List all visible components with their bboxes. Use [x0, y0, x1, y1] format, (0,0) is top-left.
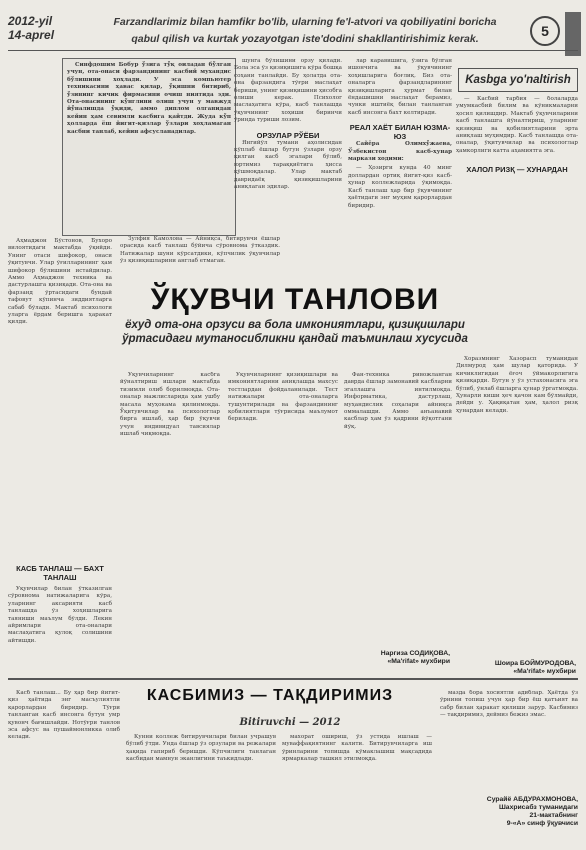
- bottom-author-line-4: 9-«А» синф ўқувчиси: [506, 820, 578, 827]
- right-col-text-b: Хоразмнинг Хазорасп туманидан Дилмурод ҳам шулар қаторида. У кичиклигидан ёғоч ўймакорлигига қизиқарди. Бугун у ўз устахонасига эга бўлиб, ўнлаб ёшларга ҳунар ўргатмоқда. Ҳунарли киши ҳеч қачон кам бўлмайди, дейди у. Ҳақиқатан ҳам, ҳалол ризқ ҳунардан келади.: [456, 356, 578, 414]
- feature-col-3: [228, 372, 338, 642]
- rubric-label: Kasbga yo'naltirish: [458, 68, 578, 92]
- bottom-subtitle: Bitiruvchi — 2012: [239, 717, 341, 728]
- orzular-text: Янгийўл тумани аҳолисидан кўплаб ёшлар бугун ўзлари орзу қилган касб эгалари бўлиб, юртимиз тараққиётига ҳисса қўшмоқдалар. Улар мактаб давридаёқ қизиқишларини аниқлаган эдилар.: [234, 139, 342, 191]
- bottom-author-line-2: Шахрисабз туманидаги: [498, 804, 578, 811]
- feature-mid-top-text: Зулфия Камолова — Айниқса, битирувчи ёшлар орасида касб танлаш бўйича сўровнома ўтказдик. Натижалар шуни кўрсатдики, кўпчилик ўқувчилар ўз қизиқишларини англаб етмаган.: [120, 236, 280, 265]
- bottom-title: КАСБИМИЗ — ТАҚДИРИМИЗ: [146, 687, 394, 704]
- feature-col-4-text: Фан-техника ривожланган даврда ёшлар замонавий касбларни эгаллашга интилмоқда. Информатика, дастурлаш, муҳандислик соҳалари айниқса оммалашди. Аммо анъанавий касблар ҳам ўз қадрини йўқотгани йўқ.: [344, 372, 452, 430]
- top-col-4-text: лар каравишига, ўзига бўлган ишончига ва ўқувчининг хоҳишларига боғлиқ. Биз ота-оналарга фарзандларининг қизиқишларига ҳурмат билан ёндашишни маслаҳат берамиз, чунки иштиёқ билан танланган касб инсонга бахт келтиради.: [348, 58, 452, 116]
- top-col-3: [234, 58, 342, 216]
- motto-line-2: qabul qilish va kurtak yozayotgan iste'dodini shakllantirishimiz kerak.: [131, 33, 479, 45]
- top-col-3-text: шунга бўлишини орзу қилади. Бола эса ўз қизиқишига кўра бошқа соҳани танлайди. Бу ҳолатда ота-она фарзандига тўғри маслаҳат бериши, унинг қизиқишини ҳисобга олиши керак. Психолог маслаҳатига кўра, касб танлашда ўқувчининг хоҳиши биринчи ўринда туриши лозим.: [234, 58, 342, 124]
- top-intro-text: Синфдошим Бобур ўзига тўқ оиладан бўлган учун, ота-онаси фарзандининг касбий мухандис бўлишини хоҳлади. У эса компьютер техникасини ҳавас қилар, ўқишни битириб, ўзининг кичик фирмасини очиш ниятида эди. Ота-онасининг кўнглини олиш учун у мавжуд йўналишда ўқиди, аммо диплом олганидан кейин ҳам севимли касбига қайтди. Жуда кўп ҳолларда ёш йигит-қизлар ўзлари хоҳламаган касбни танлаб, кейин афсусланадилар.: [67, 62, 231, 135]
- orzular-subhead: ОРЗУЛАР РЎЁБИ: [256, 130, 320, 140]
- feature-outlet: «Ma'rifat» мухбири: [387, 658, 450, 665]
- issue-date: [8, 14, 74, 42]
- bottom-col-1: [8, 690, 120, 840]
- bottom-col-1-text: Касб танлаш... Бу ҳар бир йигит-қиз ҳаётида энг масъулиятли қарорлардан биридир. Тўғри танланган касб инсонга бутун умр қувонч бағишлайди. Нотўғри танлов эса афсус ва пушаймонликка олиб келади.: [8, 690, 120, 741]
- bottom-col-3-text: махорат ошириш, ўз устида ишлаш — муваффақиятнинг калити. Битирувчиларга иш ўринларини топишда кўмаклашиш мақсадида ярмаркалар ташкил этилмоқда.: [282, 734, 432, 763]
- right-col-text-a: — Касбий тарбия — болаларда умумкасбий билим ва кўникмаларни ҳосил қилишдир. Мактаб ўқувчиларини касб танлашга йўналтириш, уларнинг қизиқиш ва қобилиятларини эрта аниқлаш муҳимдир. Касб танлашда ота-оналар, ўқитувчилар ва психологлар ҳамкорлиги катта аҳамиятга эга.: [456, 96, 578, 154]
- bottom-col-2-text: Кунни коллеж битирувчилари билан учрашув бўлиб ўтди. Унда ёшлар ўз орзулари ва режалари ҳақида гапириб беришди. Кўпчилиги танлаган касбидан мамнун эканлигини таъкидлади.: [126, 734, 276, 763]
- feature-deck: ёхуд ота-она орзуси ва бола имкониятлари, қизиқишлари ўртасидаги мутаносибликни қандай таъминлаш хусусида: [122, 319, 468, 345]
- top-intro-box: [62, 58, 236, 236]
- feature-col-3-text: Ўқувчиларнинг қизиқишлари ва имкониятларини аниқлашда махсус тестлардан фойдаланилади. Тест натижалари ота-оналарга тушунтирилади ва фарзандининг қобилиятлари тўғрисида маълумот берилади.: [228, 372, 338, 423]
- header-motto: [80, 14, 530, 48]
- bottom-author: Сурайё АБДУРАХМОНОВА,: [486, 796, 578, 803]
- real-hayot-intro: Сайёра Олимхўжаева, Ўзбекистон касб-ҳунар маркази ходими:: [348, 141, 452, 163]
- feature-mid-top: [120, 236, 280, 280]
- halol-rizq-subhead: ХАЛОЛ РИЗҚ — ХУНАРДАН: [466, 165, 568, 175]
- feature-left-col-b: [8, 586, 112, 674]
- feature-left-text-b: Ўқувчилар билан ўтказилган сўровнома натижаларига кўра, уларнинг аксарияти касб танлашда ўз хоҳишларига таяниши маълум бўлди. Лекин айримлари ота-оналари маслаҳатига қулоқ солишини айтишди.: [8, 586, 112, 644]
- feature-col-2-text: Ўқувчиларнинг касбга йўналтириш ишлари мактабда тизимли олиб борилмоқда. Ота-оналар мажлисларида ҳам ушбу масала муҳокама қилинмоқда. Ўқитувчилар ва психологлар бирга ишлаб, ҳар бир ўқувчи учун индивидуал тавсиялар ишлаб чиқмоқда.: [120, 372, 220, 438]
- right-col-signature: [456, 660, 576, 676]
- feature-author: Наргиза СОДИҚОВА,: [380, 650, 450, 657]
- bottom-col-2: [126, 734, 276, 840]
- feature-title: ЎҚУВЧИ ТАНЛОВИ: [150, 283, 440, 316]
- feature-signature: [300, 650, 450, 666]
- header-divider: [8, 50, 578, 51]
- bottom-col-4: [440, 690, 578, 790]
- bottom-author-line-3: 21-мактабнинг: [529, 812, 578, 819]
- feature-left-text: Аҳмаджон Бўстонов, Бухоро вилоятидаги мактабда ўқийди. Унинг отаси шифокор, онаси ўқитувчи. Улар ўғилларининг ҳам шифокор бўлишини истайдилар. Аммо Аҳмаджон техника ва дастурлашга қизиқади. Ота-она ва фарзанд ўртасидаги бундай тафовут кўпинча зиддиятларга сабаб бўлади. Мактаб психологи уларга ёрдам беришга ҳаракат қилди.: [8, 238, 112, 326]
- real-hayot-subhead: РЕАЛ ХАЁТ БИЛАН ЮЗМА-ЮЗ: [349, 123, 451, 142]
- right-col-bottom: [456, 356, 578, 656]
- bottom-signature: [440, 796, 578, 828]
- top-col-4: [348, 58, 452, 258]
- bottom-col-3: [282, 734, 432, 840]
- right-col-author: Шоира БОЙМУРОДОВА,: [494, 660, 576, 667]
- motto-line-1: Farzandlarimiz bilan hamfikr bo'lib, ularning fe'l-atvori va qobiliyatini boricha: [113, 16, 497, 28]
- feature-col-2: [120, 372, 220, 672]
- real-hayot-text: — Ҳозирги кунда 40 минг доллардан ортиқ йигит-қиз касб-ҳунар коллежларида ўқимоқда. Касб танлаш ҳар бир ўқувчининг ҳаётидаги энг муҳим қарорлардан биридир.: [348, 165, 452, 209]
- bottom-divider: [8, 678, 578, 680]
- page-number: 5: [530, 16, 560, 46]
- feature-left-col: [8, 238, 112, 558]
- kasb-tanlash-subhead: КАСБ ТАНЛАШ — БАХТ ТАНЛАШ: [16, 564, 104, 582]
- issue-year: 2012-yil: [8, 14, 53, 28]
- bottom-col-4-text: мазда бора хосиятли адиблар. Ҳаётда ўз ўрнини топиш учун ҳар бир ёш қатъият ва сабр билан ҳаракат қилиши зарур. Касбимиз — тақдиримиз, деймиз бежиз эмас.: [440, 690, 578, 719]
- issue-day: 14-aprel: [8, 28, 55, 42]
- right-col-outlet: «Ма'rifat» мухбири: [513, 668, 576, 675]
- feature-col-4: [344, 372, 452, 642]
